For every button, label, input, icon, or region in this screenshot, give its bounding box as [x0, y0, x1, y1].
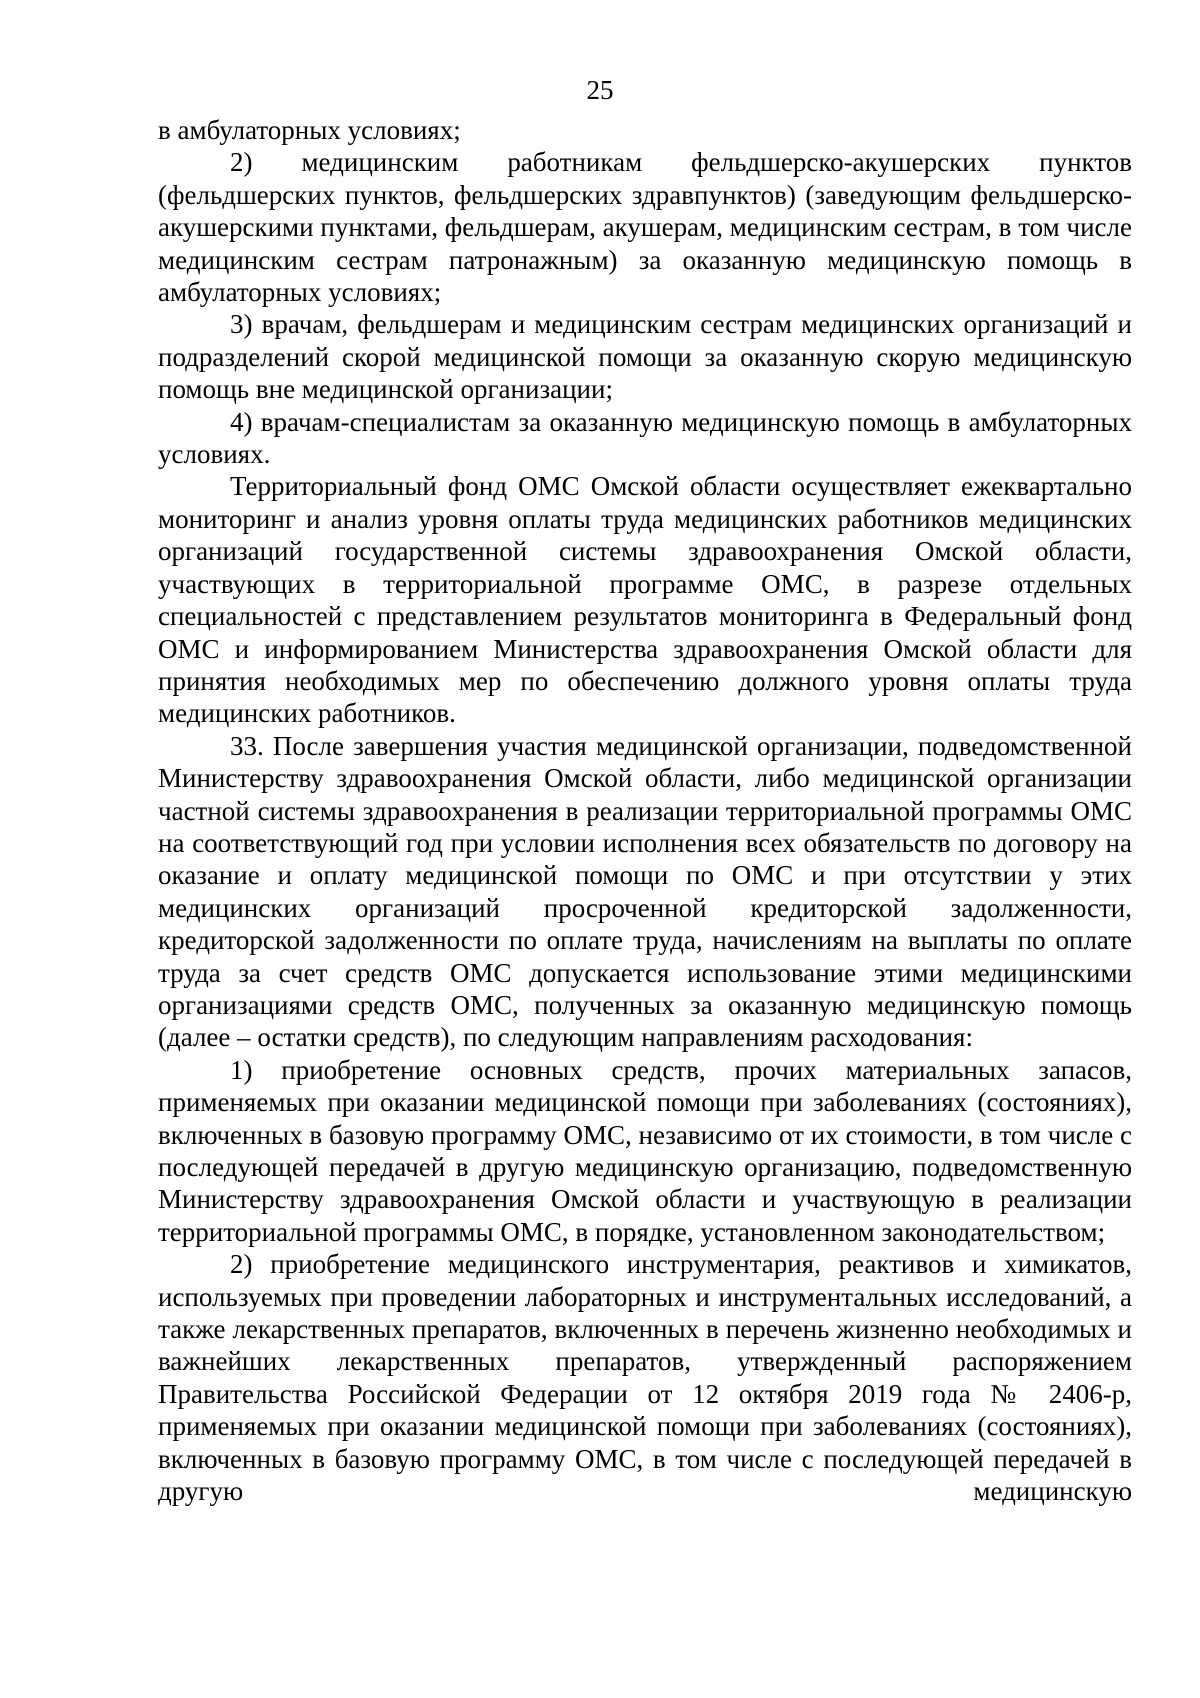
- section-33-item-1: 1) приобретение основных средств, прочих материальных запасов, применяемых при оказании медицинской помощи при заболеваниях (состояниях), включенных в базовую программу ОМС, независимо от их стоимости, в том числе с последующей передачей в другую медицинскую организацию, подведомственную Министерству здравоохранения Омской области и участвующую в реализации территориальной программы ОМС, в порядке, установленном законодательством;: [158, 1054, 1132, 1247]
- document-body: [158, 114, 1132, 1507]
- page-number: 25: [586, 75, 614, 105]
- list-item-3: 3) врачам, фельдшерам и медицинским сестрам медицинских организаций и подразделений скорой медицинской помощи за оказанную скорую медицинскую помощь вне медицинской организации;: [158, 309, 1132, 405]
- list-item-4: 4) врачам-специалистам за оказанную медицинскую помощь в амбулаторных условиях.: [158, 406, 1132, 470]
- paragraph-continuation: в амбулаторных условиях;: [158, 115, 461, 145]
- section-33-item-2: 2) приобретение медицинского инструментария, реактивов и химикатов, используемых при проведении лабораторных и инструментальных исследований, а также лекарственных препаратов, включенных в перечень жизненно необходимых и важнейших лекарственных препаратов, утвержденный распоряжением Правительства Российской Федерации от 12 октября 2019 года № 2406-р, применяемых при оказании медицинской помощи при заболеваниях (состояниях), включенных в базовую программу ОМС, в том числе с последующей передачей в другую медицинскую: [158, 1249, 1132, 1507]
- paragraph-monitoring: Территориальный фонд ОМС Омской области осуществляет ежеквартально мониторинг и анализ уровня оплаты труда медицинских работников медицинских организаций государственной системы здравоохранения Омской области, участвующих в территориальной программе ОМС, в разрезе отдельных специальностей с представлением результатов мониторинга в Федеральный фонд ОМС и информированием Министерства здравоохранения Омской области для принятия необходимых мер по обеспечению должного уровня оплаты труда медицинских работников.: [158, 471, 1132, 729]
- section-33: 33. После завершения участия медицинской организации, подведомственной Министерству здравоохранения Омской области, либо медицинской организации частной системы здравоохранения в реализации территориальной программы ОМС на соответствующий год при условии исполнения всех обязательств по договору на оказание и оплату медицинской помощи по ОМС и при отсутствии у этих медицинских организаций просроченной кредиторской задолженности, кредиторской задолженности по оплате труда, начислениям на выплаты по оплате труда за счет средств ОМС допускается использование этими медицинскими организациями средств ОМС, полученных за оказанную медицинскую помощь (далее – остатки средств), по следующим направлениям расходования:: [158, 730, 1132, 1053]
- list-item-2: 2) медицинским работникам фельдшерско-акушерских пунктов (фельдшерских пунктов, фельдшерских здравпунктов) (заведующим фельдшерско-акушерскими пунктами, фельдшерам, акушерам, медицинским сестрам, в том числе медицинским сестрам патронажным) за оказанную медицинскую помощь в амбулаторных условиях;: [158, 147, 1132, 308]
